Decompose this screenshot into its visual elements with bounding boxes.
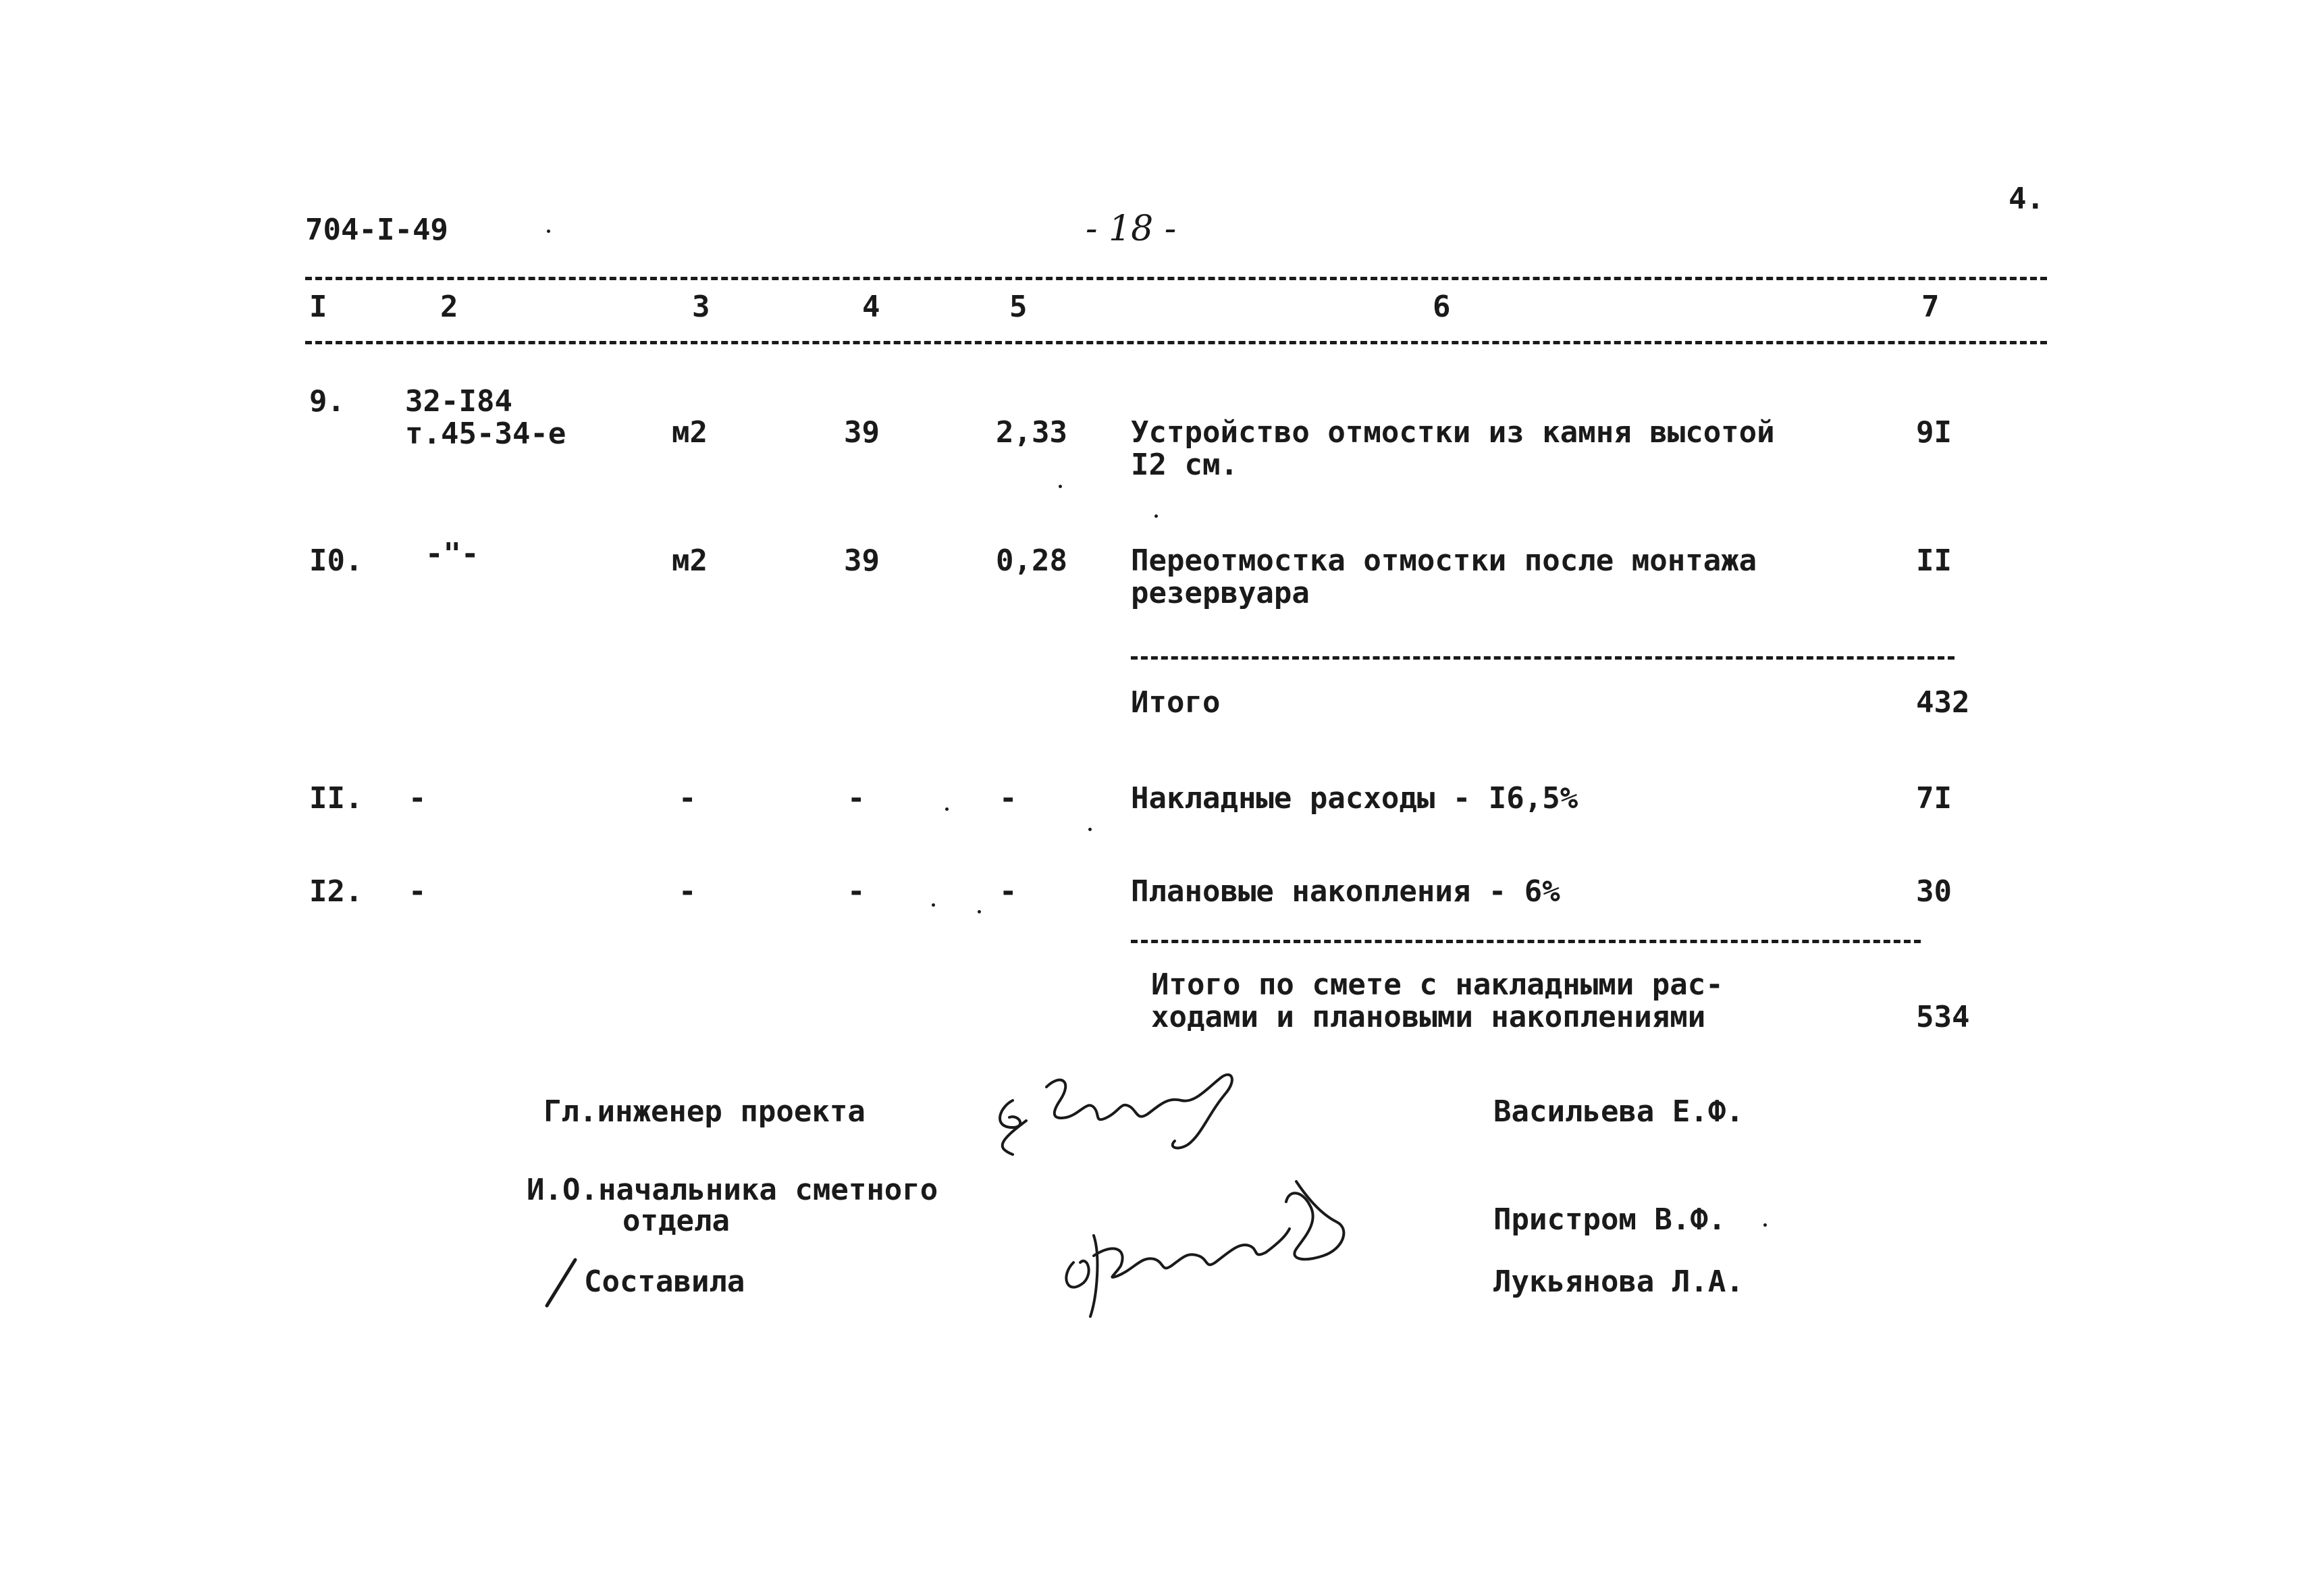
row-9-unit: м2 (672, 415, 708, 450)
overhead-number: II. (309, 781, 363, 816)
scan-speck (945, 807, 949, 811)
planned-code-dash: - (408, 874, 427, 909)
scan-speck (1059, 485, 1062, 488)
planned-label: Плановые накопления - 6% (1131, 874, 1560, 909)
row-9-qty: 39 (844, 415, 880, 450)
header-rule-bottom (305, 341, 2047, 344)
chief-engineer-title: Гл.инженер проекта (543, 1094, 866, 1129)
scan-speck (547, 230, 550, 233)
overhead-label: Накладные расходы - I6,5% (1131, 781, 1578, 816)
row-9-code-line1: 32-I84 (405, 384, 512, 419)
subtotal-value: 432 (1916, 685, 1970, 720)
row-10-number: I0. (309, 543, 363, 578)
column-header-4: 4 (862, 290, 880, 324)
grand-total-rule (1131, 940, 1921, 943)
row-10-description-line1: Переотмостка отмостки после монтажа (1131, 543, 1757, 578)
planned-value: 30 (1916, 874, 1952, 909)
scan-speck (1763, 1223, 1767, 1227)
acting-head-title-line1: И.О.начальника сметного (527, 1173, 938, 1207)
overhead-qty-dash: - (847, 781, 866, 816)
grand-total-label-line1: Итого по смете с накладными рас- (1151, 967, 1724, 1002)
row-10-total: II (1916, 543, 1952, 578)
planned-unit-dash: - (679, 874, 697, 909)
subtotal-rule (1131, 656, 1955, 660)
scan-speck (978, 910, 981, 913)
row-10-qty: 39 (844, 543, 880, 578)
compiler-title: Составила (584, 1265, 745, 1299)
row-9-total: 9I (1916, 415, 1952, 450)
grand-total-value: 534 (1916, 1000, 1970, 1034)
column-header-6: 6 (1433, 290, 1451, 324)
column-header-1: I (309, 290, 327, 324)
row-9-number: 9. (309, 384, 345, 419)
planned-price-dash: - (999, 874, 1017, 909)
row-10-code-ditto: -"- (425, 537, 479, 571)
header-rule-top (305, 277, 2047, 280)
row-9-code-line2: т.45-34-е (405, 417, 566, 451)
row-10-unit: м2 (672, 543, 708, 578)
acting-head-title-line2: отдела (622, 1204, 730, 1238)
compiler-checkmark-icon (540, 1256, 581, 1310)
scan-speck (1088, 828, 1092, 831)
column-header-7: 7 (1921, 290, 1940, 324)
scan-speck (1154, 514, 1158, 518)
document-code: 704-I-49 (305, 213, 448, 247)
column-header-3: 3 (692, 290, 710, 324)
planned-number: I2. (309, 874, 363, 909)
row-9-description-line2: I2 см. (1131, 448, 1238, 482)
sheet-number: 4. (2009, 182, 2044, 216)
row-9-price: 2,33 (996, 415, 1067, 450)
row-10-description-line2: резервуара (1131, 576, 1310, 610)
acting-head-name: Пристром В.Ф. (1493, 1202, 1726, 1237)
planned-qty-dash: - (847, 874, 866, 909)
scan-speck (932, 903, 935, 907)
subtotal-label: Итого (1131, 685, 1221, 720)
acting-head-signature-icon (1053, 1141, 1364, 1330)
overhead-value: 7I (1916, 781, 1952, 816)
chief-engineer-name: Васильева Е.Ф. (1493, 1094, 1744, 1129)
row-9-description-line1: Устройство отмостки из камня высотой (1131, 415, 1775, 450)
overhead-price-dash: - (999, 781, 1017, 816)
overhead-code-dash: - (408, 781, 427, 816)
grand-total-label-line2: ходами и плановыми накоплениями (1151, 1000, 1706, 1034)
row-10-price: 0,28 (996, 543, 1067, 578)
column-header-2: 2 (440, 290, 458, 324)
column-header-5: 5 (1009, 290, 1028, 324)
compiler-name: Лукьянова Л.А. (1493, 1265, 1744, 1299)
page-number: - 18 - (1086, 209, 1177, 249)
overhead-unit-dash: - (679, 781, 697, 816)
